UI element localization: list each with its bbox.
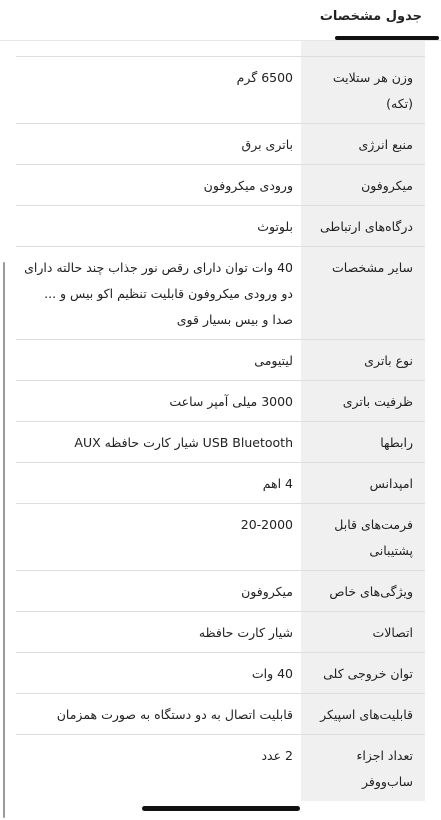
spec-value: 40 وات توان دارای رقص نور جذاب چند حالته دارای دو ورودی میکروفون قابلیت تنظیم اکو بیس و ... صدا و بیس بسیار قوی [24, 260, 293, 327]
spec-row [16, 205, 425, 246]
spec-value: میکروفون [241, 584, 293, 599]
spec-label: امپدانس [301, 463, 425, 503]
spec-value: شیار کارت حافظه [198, 625, 293, 640]
spec-label: نوع باتری [301, 340, 425, 380]
spec-label: ویژگی‌های خاص [301, 571, 425, 611]
spec-label: منبع انرژی [301, 124, 425, 164]
spec-value: باتری برق [241, 137, 293, 152]
spec-label: توان خروجی کلی [301, 653, 425, 693]
spec-value: 40 وات [251, 666, 293, 681]
spec-label: میکروفون [301, 165, 425, 205]
spec-row [16, 421, 425, 462]
spec-label: رابطها [301, 422, 425, 462]
spec-row [16, 611, 425, 652]
page-title: جدول مشخصات [319, 9, 422, 24]
spec-label: سایر مشخصات [301, 247, 425, 339]
spec-row [16, 380, 425, 421]
spec-value: لیتیومی [254, 353, 293, 368]
spec-row [16, 503, 425, 570]
spec-value: ورودی میکروفون [203, 178, 293, 193]
spec-value: بلوتوث [257, 219, 293, 234]
spec-value: 6500 گرم [236, 70, 293, 85]
specs-table [16, 26, 425, 801]
page-header [0, 0, 441, 41]
spec-label: اتصالات [301, 612, 425, 652]
home-indicator[interactable] [142, 806, 300, 811]
spec-value: USB Bluetooth شیار کارت حافظه AUX [74, 435, 293, 450]
scroll-indicator[interactable] [3, 262, 5, 818]
active-tab-indicator [335, 36, 439, 40]
spec-row [16, 339, 425, 380]
spec-value: 20-2000 [240, 517, 293, 532]
spec-label: تعداد اجزاء ساب‌ووفر [301, 735, 425, 801]
spec-label: وزن هر ستلایت (تکه) [301, 57, 425, 123]
spec-label: ظرفیت باتری [301, 381, 425, 421]
spec-row [16, 570, 425, 611]
spec-value: 2 عدد [261, 748, 293, 763]
spec-label: قابلیت‌های اسپیکر [301, 694, 425, 734]
spec-row [16, 123, 425, 164]
spec-row [16, 734, 425, 801]
spec-label: درگاه‌های ارتباطی [301, 206, 425, 246]
spec-value: 3000 میلی آمپر ساعت [169, 394, 293, 409]
spec-row [16, 246, 425, 339]
spec-label: فرمت‌های قابل پشتیبانی [301, 504, 425, 570]
spec-row [16, 164, 425, 205]
spec-row [16, 693, 425, 734]
spec-row [16, 56, 425, 123]
spec-value: قابلیت اتصال به دو دستگاه به صورت همزمان [56, 707, 293, 722]
spec-value: 4 اهم [262, 476, 293, 491]
spec-row [16, 462, 425, 503]
spec-row [16, 652, 425, 693]
